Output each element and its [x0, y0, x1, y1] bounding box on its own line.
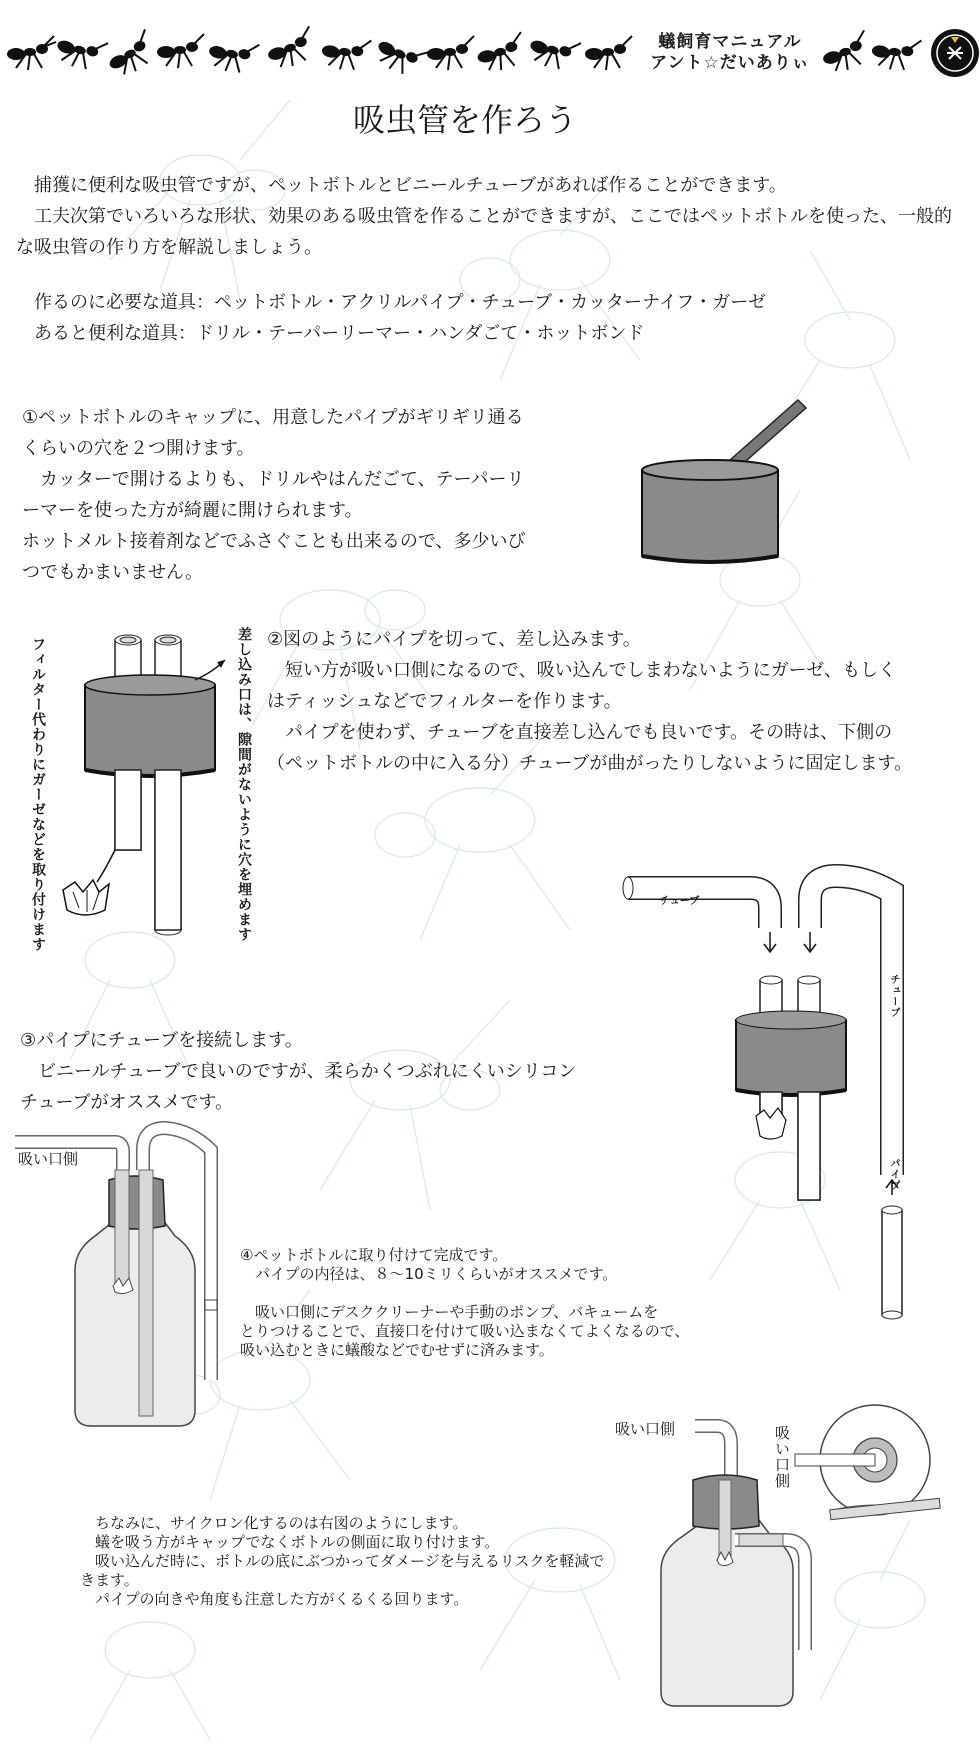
- cap-drill-illustration: [630, 390, 820, 570]
- assembled-bottle-illustration: [15, 1120, 225, 1430]
- bottle-cap-icon: [736, 1011, 846, 1095]
- plastic-bottle-icon: [75, 1220, 195, 1426]
- step4-line: とりつけることで、直接口を付けて吸い込まなくてよくなるので、: [240, 1322, 690, 1340]
- step4-line: 吸い口側にデスククリーナーや手動のポンプ、バキュームを: [240, 1303, 659, 1321]
- step1-line: カッターで開けるよりも、ドリルやはんだごて、テーパーリ: [22, 469, 525, 490]
- cyclone-line: ちなみに、サイクロン化するのは右図のようにします。: [80, 1514, 468, 1532]
- ant-icon: [371, 29, 429, 82]
- intro-paragraph-1: 捕獲に便利な吸虫管ですが、ペットボトルとビニールチューブがあれば作ることができます。: [16, 175, 787, 196]
- step1-line: つでもかまいません。: [22, 562, 204, 583]
- ant-icon: [7, 36, 56, 70]
- header-title-line1: 蟻飼育マニュアル: [658, 32, 802, 52]
- tools-required: 作るのに必要な道具：ペットボトル・アクリルパイプ・チューブ・カッターナイフ・ガーゼ: [16, 292, 766, 313]
- tube-left: [15, 1142, 123, 1170]
- ant-icon: [525, 27, 581, 75]
- page-title: 吸虫管を作ろう: [352, 101, 577, 139]
- suction-side-label: 吸い口側: [18, 1150, 79, 1168]
- cap-with-pipes-illustration: [55, 620, 245, 940]
- drill-bit-icon: [726, 400, 806, 470]
- suction-side-vertical-label: 吸い口側: [773, 1425, 791, 1489]
- tools-section: [16, 287, 966, 349]
- ant-icon: [102, 29, 159, 80]
- step3-line: ③パイプにチューブを接続します。: [20, 1030, 303, 1051]
- step1-line: ーマーを使った方が綺麗に開けられます。: [22, 500, 363, 521]
- header-title-line2: アント☆だいありぃ: [650, 53, 810, 73]
- ant-icon: [52, 27, 108, 75]
- ant-icon: [205, 33, 259, 78]
- step1-line: くらいの穴を２つ開けます。: [22, 438, 255, 459]
- step2-line: はティッシュなどでフィルターを作ります。: [267, 691, 622, 712]
- step1-text: [22, 402, 602, 588]
- tube-label: チューブ: [660, 896, 700, 907]
- step1-line: ①ペットボトルのキャップに、用意したパイプがギリギリ通る: [22, 407, 524, 428]
- tube-label-vertical: チューブ: [888, 974, 899, 1018]
- cyclone-line: きます。: [80, 1571, 139, 1589]
- cyclone-line: 蟻を吸う方がキャップでなくボトルの側面に取り付けます。: [80, 1533, 500, 1551]
- insert-note: 差し込み口は、隙間がないように穴を埋めます: [236, 627, 252, 942]
- step4-text: [240, 1246, 800, 1360]
- step3-text: [20, 1025, 640, 1118]
- header-ant-strip: [0, 22, 980, 84]
- step2-line: ②図のようにパイプを切って、差し込みます。: [267, 629, 641, 650]
- ant-icon: [475, 32, 527, 74]
- ant-icon: [819, 30, 873, 75]
- bottle-cap-icon: [642, 460, 778, 562]
- ant-icon: [264, 26, 318, 71]
- step3-line: ビニールチューブで良いのですが、柔らかくつぶれにくいシリコン: [20, 1061, 577, 1082]
- step4-line: ④ペットボトルに取り付けて完成です。: [240, 1246, 508, 1264]
- pipe-label: パイプ: [888, 1158, 899, 1191]
- cyclone-line: パイプの向きや角度も注意した方がくるくる回ります。: [80, 1590, 469, 1608]
- step2-text: [267, 624, 972, 779]
- gauze-filter-icon: [63, 880, 109, 915]
- header-title: [640, 32, 820, 74]
- site-logo-icon: [931, 29, 979, 77]
- filter-note: フィルター代わりにガーゼなどを取り付けます: [30, 637, 46, 952]
- intro-paragraph-2: 工夫次第でいろいろな形状、効果のある吸虫管を作ることができますが、ここではペットボトルを使った、一般的な吸虫管の作り方を解説しましょう。: [16, 206, 952, 258]
- ant-icon: [319, 32, 371, 74]
- step1-line: ホットメルト接着剤などでふさぐことも出来るので、多少いび: [22, 531, 526, 552]
- tube-top: [695, 1426, 731, 1480]
- tools-optional: あると便利な道具：ドリル・テーパーリーマー・ハンダごて・ホットボンド: [16, 323, 645, 344]
- step3-line: チューブがオススメです。: [20, 1092, 233, 1113]
- loose-pipe-illustration: [880, 1200, 904, 1320]
- step2-line: （ペットボトルの中に入る分）チューブが曲がったりしないように固定します。: [267, 753, 913, 774]
- bottle-cap-icon: [85, 675, 215, 776]
- intro-section: [16, 170, 966, 263]
- step4-line: パイプの内径は、８～10ミリくらいがオススメです。: [240, 1265, 618, 1283]
- step2-line: パイプを使わず、チューブを直接差し込んでも良いです。その時は、下側の: [267, 722, 893, 743]
- top-view-diagram: [795, 1405, 940, 1520]
- step4-line: 吸い込むときに蟻酸などでむせずに済みます。: [240, 1341, 554, 1359]
- cyclone-text: [80, 1514, 660, 1609]
- ant-icon: [427, 36, 474, 70]
- cyclone-line: 吸い込んだ時に、ボトルの底にぶつかってダメージを与えるリスクを軽減で: [80, 1552, 605, 1570]
- ant-icon: [157, 34, 204, 68]
- ant-icon: [869, 32, 921, 74]
- suction-side-label-2: 吸い口側: [615, 1420, 676, 1438]
- ant-icon: [585, 36, 632, 70]
- step2-line: 短い方が吸い口側になるので、吸い込んでしまわないようにガーゼ、もしく: [267, 660, 897, 681]
- cyclone-bottle-illustration: [655, 1400, 955, 1710]
